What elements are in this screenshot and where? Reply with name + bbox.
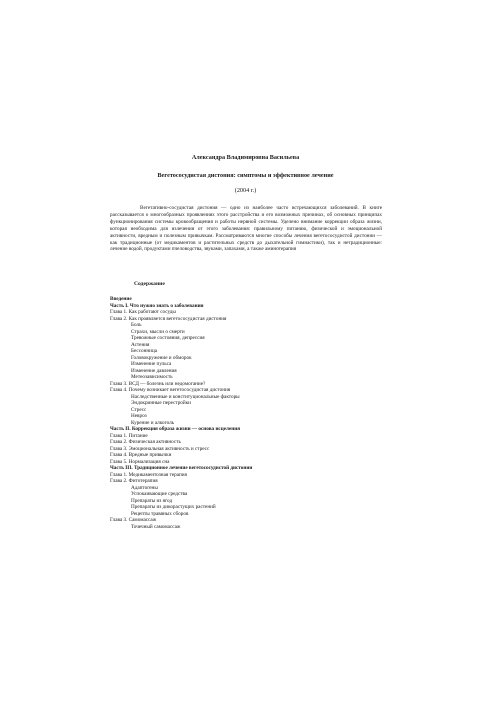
book-title: Вегетососудистая дистония: симптомы и эффективное лечение — [157, 172, 334, 179]
toc-entry[interactable]: Глава 4. Вредные привычки — [110, 452, 172, 458]
toc-entry[interactable]: Невроз — [131, 413, 147, 419]
toc-entry[interactable]: Изменение давления — [131, 367, 177, 374]
toc-entry[interactable]: Точечный самомассаж — [131, 523, 181, 530]
toc-entry[interactable]: Глава 1. Как работают сосуды — [110, 309, 176, 315]
toc-entry[interactable]: Тревожные состояния, депрессия — [131, 335, 205, 341]
toc-entry[interactable]: Глава 3. Эмоциональная активность и стресс — [110, 445, 210, 452]
toc-entry[interactable]: Курение и алкоголь — [131, 419, 175, 426]
toc-entry[interactable]: Глава 1. Медикаментозная терапия — [110, 471, 187, 478]
toc-entry[interactable]: Астения — [131, 341, 150, 348]
toc-entry[interactable]: Рецепты травяных сборов — [131, 510, 189, 517]
author-name: Александра Владимировна Васильева — [191, 154, 300, 161]
toc-entry[interactable]: Глава 5. Нормализация сна — [110, 458, 170, 465]
publication-year: (2004 г.) — [234, 187, 257, 194]
toc-entry[interactable]: Бессонница — [131, 348, 158, 354]
abstract-paragraph: Вегетативно-сосудистая дистония — одно из наиболее часто встречающихся заболеваний. В книге рассказывается о многообразных проявлениях этого расстройства и его возможных причинах, об основных принципах функционирования системы кровообращения и работы нервной системы. Уделено внимание коррекции образа жизни, которая необходима для излечения от этого заболевания: правильному питанию, физической и эмоциональной активности, вредным и полезным привычкам. Рассматриваются многие способы лечения вегетососудистой дистонии — как традиционные (от медикаментов и растительных средств до дыхательной гимнастики), так и нетрадиционные: лечение водой, продуктами пчеловодства, звуками, запахами, а также аминотерапия — [110, 205, 382, 253]
toc-entry[interactable]: Глава 2. Фитотерапия — [110, 478, 158, 484]
toc-entry[interactable]: Глава 4. Почему возникает вегетососудистая дистония — [110, 387, 231, 393]
toc-entry[interactable]: Введение — [110, 296, 132, 302]
toc-entry[interactable]: Головокружение и обморок — [131, 354, 192, 361]
toc-entry[interactable]: Часть III. Традиционное лечение вегетососудистой дистонии — [110, 465, 253, 471]
toc-entry[interactable]: Препараты из ягод — [131, 497, 173, 504]
toc-entry[interactable]: Наследственные и конституциональные факторы — [131, 393, 240, 400]
toc-entry[interactable]: Часть I. Что нужно знать о заболевании — [110, 302, 204, 309]
toc-entry[interactable]: Метеозависимость — [131, 374, 173, 380]
toc-entry[interactable]: Эндокринные перестройки — [131, 400, 191, 406]
toc-entry[interactable]: Боль — [131, 322, 142, 328]
toc-entry[interactable]: Глава 2. Как проявляется вегетососудистая дистония — [110, 315, 227, 322]
toc-entry[interactable]: Адаптогены — [131, 484, 158, 491]
toc-entry[interactable]: Глава 3. ВСД — болезнь или недомогание? — [110, 380, 206, 387]
toc-entry[interactable]: Глава 1. Питание — [110, 432, 148, 439]
toc-entry[interactable]: Изменение пульса — [131, 361, 172, 367]
toc-entry[interactable]: Успокаивающие средства — [131, 491, 188, 497]
toc-entry[interactable]: Стресс — [131, 406, 147, 413]
toc-entry[interactable]: Часть II. Коррекция образа жизни — основа исцеления — [110, 426, 241, 432]
toc-entry[interactable]: Препараты из дикорастущих растений — [131, 504, 216, 510]
contents-heading: Содержание — [134, 281, 165, 287]
toc-entry[interactable]: Страхи, мысли о смерти — [131, 328, 185, 335]
table-of-contents — [110, 296, 390, 530]
toc-entry[interactable]: Глава 3. Самомассаж — [110, 517, 157, 523]
toc-entry[interactable]: Глава 2. Физическая активность — [110, 439, 181, 445]
